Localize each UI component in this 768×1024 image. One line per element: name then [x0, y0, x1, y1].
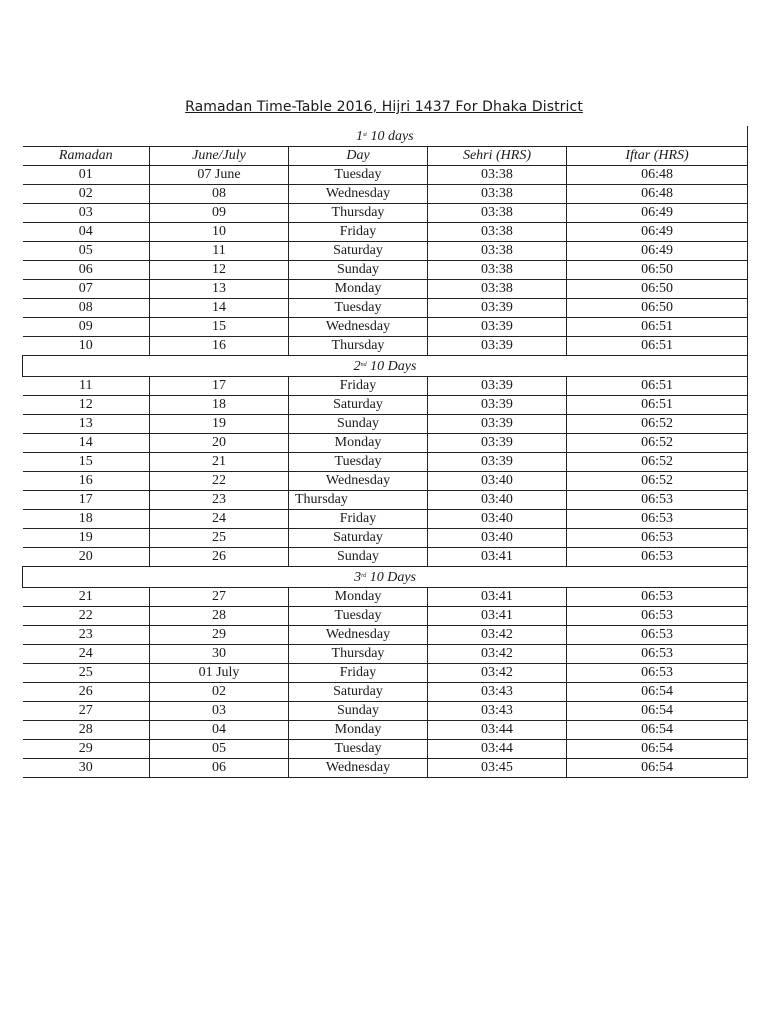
cell-ramadan: 13	[23, 415, 150, 434]
cell-sehri: 03:38	[428, 280, 567, 299]
cell-iftar: 06:52	[567, 434, 748, 453]
cell-date: 28	[150, 607, 289, 626]
cell-sehri: 03:39	[428, 415, 567, 434]
cell-ramadan: 06	[23, 261, 150, 280]
cell-date: 30	[150, 645, 289, 664]
cell-sehri: 03:38	[428, 204, 567, 223]
cell-day: Tuesday	[289, 453, 428, 472]
cell-ramadan: 01	[23, 166, 150, 185]
cell-iftar: 06:52	[567, 415, 748, 434]
cell-sehri: 03:38	[428, 223, 567, 242]
cell-day: Wednesday	[289, 472, 428, 491]
cell-day: Saturday	[289, 529, 428, 548]
cell-iftar: 06:53	[567, 588, 748, 607]
timetable-body	[23, 126, 748, 778]
cell-iftar: 06:54	[567, 683, 748, 702]
section-number: 3	[354, 570, 362, 585]
cell-sehri: 03:41	[428, 588, 567, 607]
cell-ramadan: 25	[23, 664, 150, 683]
table-row	[23, 223, 748, 242]
cell-iftar: 06:49	[567, 204, 748, 223]
cell-sehri: 03:39	[428, 337, 567, 356]
section-number: 1	[355, 129, 363, 144]
cell-date: 11	[150, 242, 289, 261]
cell-ramadan: 21	[23, 588, 150, 607]
cell-sehri: 03:40	[428, 510, 567, 529]
cell-iftar: 06:52	[567, 453, 748, 472]
cell-date: 15	[150, 318, 289, 337]
section-header-row	[23, 356, 748, 377]
cell-date: 02	[150, 683, 289, 702]
cell-sehri: 03:42	[428, 645, 567, 664]
section-title	[23, 126, 748, 147]
section-ordinal-suffix: st	[362, 132, 367, 138]
cell-iftar: 06:51	[567, 396, 748, 415]
cell-day: Thursday	[289, 491, 428, 510]
table-row	[23, 491, 748, 510]
cell-day: Sunday	[289, 415, 428, 434]
cell-iftar: 06:52	[567, 472, 748, 491]
table-row	[23, 664, 748, 683]
cell-sehri: 03:39	[428, 396, 567, 415]
cell-iftar: 06:54	[567, 721, 748, 740]
cell-date: 20	[150, 434, 289, 453]
cell-date: 09	[150, 204, 289, 223]
cell-day: Tuesday	[289, 166, 428, 185]
cell-sehri: 03:38	[428, 261, 567, 280]
cell-date: 23	[150, 491, 289, 510]
cell-ramadan: 20	[23, 548, 150, 567]
cell-ramadan: 29	[23, 740, 150, 759]
cell-iftar: 06:48	[567, 166, 748, 185]
cell-day: Sunday	[289, 548, 428, 567]
cell-sehri: 03:43	[428, 702, 567, 721]
table-row	[23, 453, 748, 472]
table-row	[23, 683, 748, 702]
cell-ramadan: 11	[23, 377, 150, 396]
cell-iftar: 06:51	[567, 337, 748, 356]
cell-iftar: 06:49	[567, 223, 748, 242]
cell-ramadan: 22	[23, 607, 150, 626]
cell-date: 10	[150, 223, 289, 242]
cell-sehri: 03:39	[428, 318, 567, 337]
cell-date: 01 July	[150, 664, 289, 683]
cell-iftar: 06:53	[567, 529, 748, 548]
cell-iftar: 06:50	[567, 299, 748, 318]
cell-sehri: 03:40	[428, 529, 567, 548]
cell-date: 12	[150, 261, 289, 280]
cell-iftar: 06:54	[567, 702, 748, 721]
cell-iftar: 06:53	[567, 664, 748, 683]
cell-day: Monday	[289, 280, 428, 299]
cell-day: Wednesday	[289, 185, 428, 204]
table-row	[23, 607, 748, 626]
cell-sehri: 03:40	[428, 491, 567, 510]
cell-ramadan: 10	[23, 337, 150, 356]
table-row	[23, 396, 748, 415]
cell-date: 16	[150, 337, 289, 356]
cell-day: Sunday	[289, 702, 428, 721]
cell-ramadan: 18	[23, 510, 150, 529]
cell-ramadan: 27	[23, 702, 150, 721]
cell-date: 04	[150, 721, 289, 740]
cell-ramadan: 09	[23, 318, 150, 337]
cell-day: Sunday	[289, 261, 428, 280]
column-header-iftar: Iftar (HRS)	[567, 147, 748, 166]
section-ordinal-suffix: nd	[360, 362, 367, 368]
cell-date: 26	[150, 548, 289, 567]
cell-ramadan: 04	[23, 223, 150, 242]
cell-ramadan: 24	[23, 645, 150, 664]
section-label: 10 days	[366, 129, 414, 144]
cell-sehri: 03:38	[428, 185, 567, 204]
cell-day: Tuesday	[289, 299, 428, 318]
section-title	[23, 356, 748, 377]
cell-day: Monday	[289, 588, 428, 607]
cell-day: Friday	[289, 510, 428, 529]
cell-date: 08	[150, 185, 289, 204]
section-label: 10 Days	[366, 359, 417, 374]
table-row	[23, 337, 748, 356]
cell-iftar: 06:48	[567, 185, 748, 204]
cell-ramadan: 12	[23, 396, 150, 415]
cell-iftar: 06:50	[567, 280, 748, 299]
cell-ramadan: 08	[23, 299, 150, 318]
section-header-row	[23, 126, 748, 147]
cell-date: 14	[150, 299, 289, 318]
table-row	[23, 645, 748, 664]
cell-sehri: 03:38	[428, 166, 567, 185]
column-header-day: Day	[289, 147, 428, 166]
cell-ramadan: 26	[23, 683, 150, 702]
cell-sehri: 03:42	[428, 664, 567, 683]
table-row	[23, 588, 748, 607]
cell-sehri: 03:39	[428, 299, 567, 318]
cell-ramadan: 14	[23, 434, 150, 453]
section-ordinal-suffix: rd	[361, 573, 367, 579]
cell-sehri: 03:39	[428, 434, 567, 453]
section-header-row	[23, 567, 748, 588]
cell-ramadan: 28	[23, 721, 150, 740]
cell-sehri: 03:39	[428, 377, 567, 396]
cell-date: 25	[150, 529, 289, 548]
cell-date: 06	[150, 759, 289, 778]
cell-sehri: 03:44	[428, 721, 567, 740]
column-header-ramadan: Ramadan	[23, 147, 150, 166]
cell-day: Thursday	[289, 204, 428, 223]
cell-iftar: 06:53	[567, 491, 748, 510]
cell-date: 29	[150, 626, 289, 645]
cell-iftar: 06:49	[567, 242, 748, 261]
cell-date: 07 June	[150, 166, 289, 185]
table-row	[23, 318, 748, 337]
cell-date: 22	[150, 472, 289, 491]
cell-day: Saturday	[289, 396, 428, 415]
section-number: 2	[353, 359, 361, 374]
cell-iftar: 06:51	[567, 318, 748, 337]
cell-day: Friday	[289, 377, 428, 396]
cell-sehri: 03:45	[428, 759, 567, 778]
cell-ramadan: 17	[23, 491, 150, 510]
table-row	[23, 740, 748, 759]
cell-day: Monday	[289, 434, 428, 453]
column-header-sehri: Sehri (HRS)	[428, 147, 567, 166]
cell-day: Wednesday	[289, 626, 428, 645]
table-row	[23, 626, 748, 645]
cell-ramadan: 05	[23, 242, 150, 261]
cell-ramadan: 23	[23, 626, 150, 645]
cell-date: 24	[150, 510, 289, 529]
cell-day: Wednesday	[289, 759, 428, 778]
table-row	[23, 472, 748, 491]
cell-date: 03	[150, 702, 289, 721]
table-row	[23, 261, 748, 280]
cell-iftar: 06:53	[567, 607, 748, 626]
cell-date: 27	[150, 588, 289, 607]
cell-iftar: 06:53	[567, 626, 748, 645]
cell-iftar: 06:54	[567, 740, 748, 759]
cell-day: Monday	[289, 721, 428, 740]
cell-ramadan: 16	[23, 472, 150, 491]
cell-iftar: 06:53	[567, 548, 748, 567]
table-row	[23, 548, 748, 567]
cell-sehri: 03:40	[428, 472, 567, 491]
cell-date: 18	[150, 396, 289, 415]
table-row	[23, 702, 748, 721]
page-title: Ramadan Time-Table 2016, Hijri 1437 For Dhaka District	[185, 99, 583, 115]
table-row	[23, 377, 748, 396]
cell-sehri: 03:41	[428, 548, 567, 567]
cell-sehri: 03:38	[428, 242, 567, 261]
cell-day: Thursday	[289, 337, 428, 356]
cell-sehri: 03:39	[428, 453, 567, 472]
column-header-row	[23, 147, 748, 166]
section-label: 10 Days	[366, 570, 416, 585]
table-row	[23, 721, 748, 740]
cell-date: 21	[150, 453, 289, 472]
cell-sehri: 03:44	[428, 740, 567, 759]
cell-ramadan: 02	[23, 185, 150, 204]
cell-iftar: 06:53	[567, 645, 748, 664]
cell-day: Saturday	[289, 242, 428, 261]
timetable	[22, 126, 748, 778]
cell-date: 19	[150, 415, 289, 434]
cell-day: Tuesday	[289, 607, 428, 626]
table-row	[23, 415, 748, 434]
table-row	[23, 166, 748, 185]
cell-date: 13	[150, 280, 289, 299]
cell-day: Saturday	[289, 683, 428, 702]
cell-day: Friday	[289, 223, 428, 242]
cell-iftar: 06:54	[567, 759, 748, 778]
cell-sehri: 03:41	[428, 607, 567, 626]
table-row	[23, 529, 748, 548]
table-row	[23, 299, 748, 318]
cell-ramadan: 03	[23, 204, 150, 223]
table-row	[23, 242, 748, 261]
column-header-date: June/July	[150, 147, 289, 166]
cell-ramadan: 30	[23, 759, 150, 778]
cell-day: Friday	[289, 664, 428, 683]
cell-iftar: 06:50	[567, 261, 748, 280]
cell-ramadan: 19	[23, 529, 150, 548]
cell-date: 05	[150, 740, 289, 759]
cell-ramadan: 07	[23, 280, 150, 299]
section-title	[23, 567, 748, 588]
cell-iftar: 06:51	[567, 377, 748, 396]
cell-iftar: 06:53	[567, 510, 748, 529]
cell-day: Wednesday	[289, 318, 428, 337]
cell-sehri: 03:42	[428, 626, 567, 645]
cell-ramadan: 15	[23, 453, 150, 472]
table-row	[23, 204, 748, 223]
table-row	[23, 434, 748, 453]
table-row	[23, 280, 748, 299]
table-row	[23, 185, 748, 204]
cell-sehri: 03:43	[428, 683, 567, 702]
table-row	[23, 510, 748, 529]
cell-day: Thursday	[289, 645, 428, 664]
cell-day: Tuesday	[289, 740, 428, 759]
cell-date: 17	[150, 377, 289, 396]
table-row	[23, 759, 748, 778]
